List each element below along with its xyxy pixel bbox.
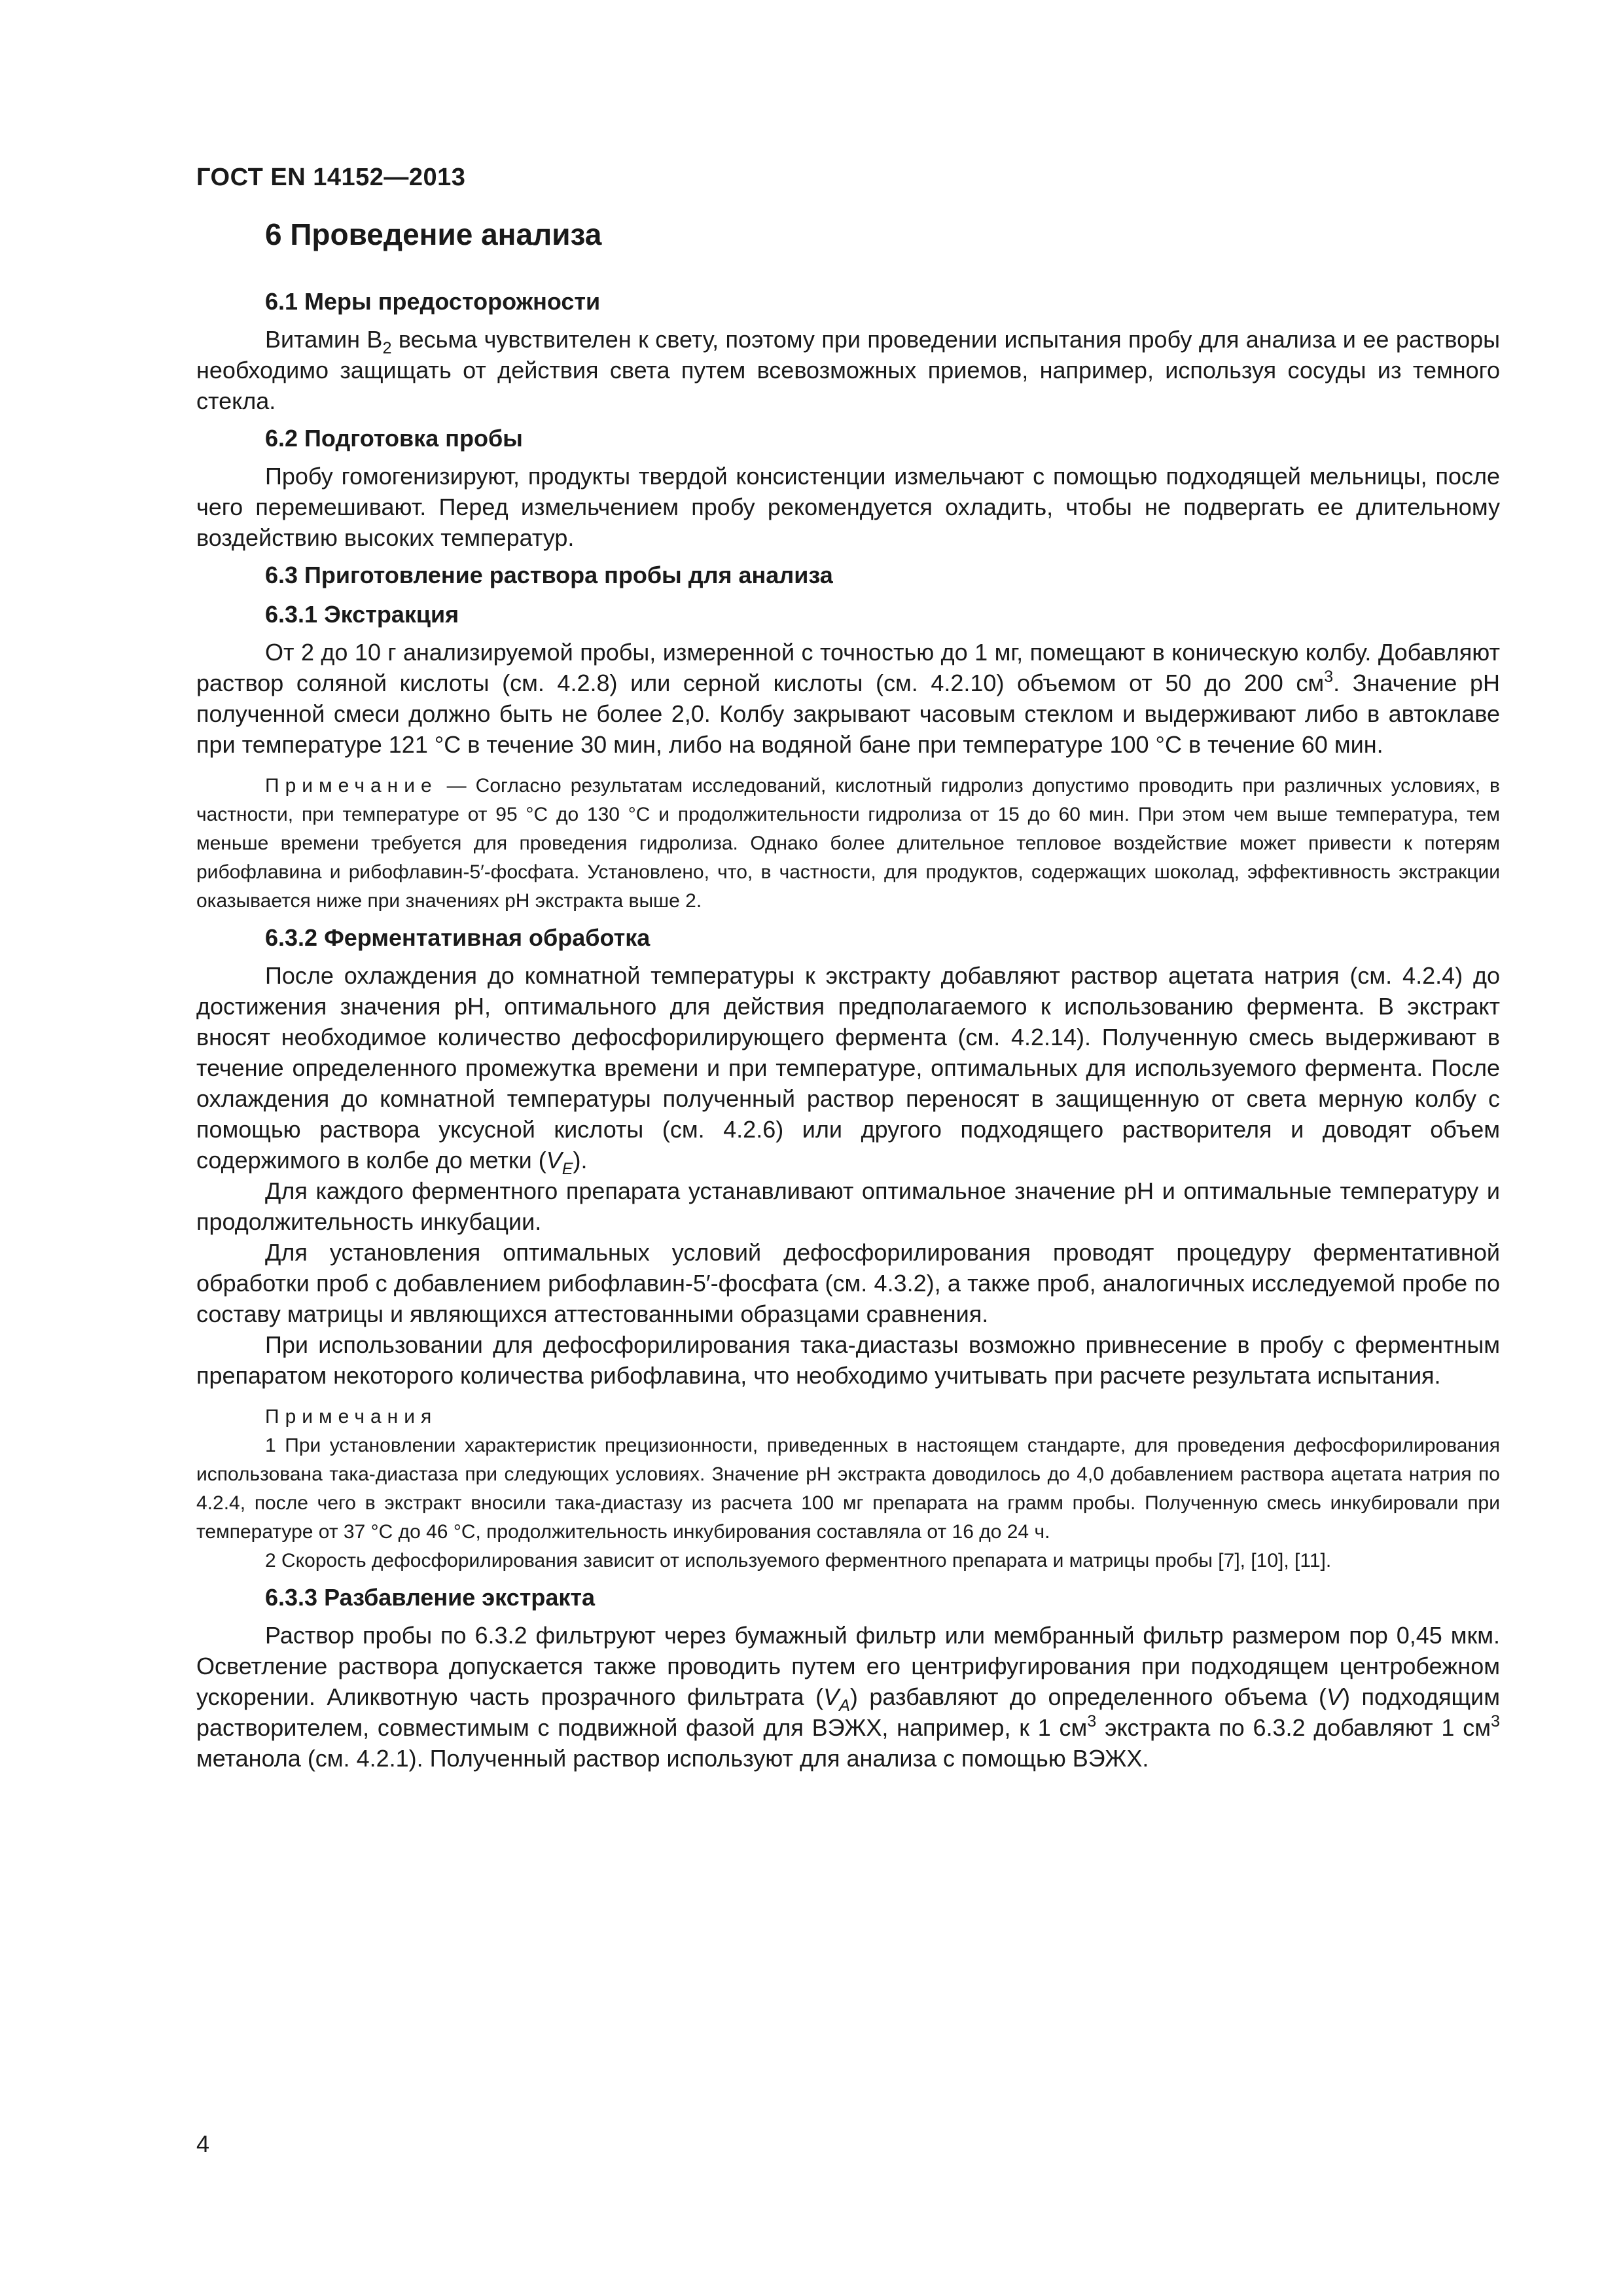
notes-label: Примечания (265, 1406, 438, 1427)
section-6-1-title: 6.1 Меры предосторожности (265, 288, 601, 315)
paragraph-6-3-2-3: Для установления оптимальных условий дефосфорилирования проводят процедуру ферментативной обработки проб с добавлением рибофлавин-5′-фосфата (см. 4.3.2), а также проб, аналогичных исследуемой пробе по составу матрицы и являющихся аттестованными образцами сравнения. (196, 1239, 1500, 1327)
section-6-title: 6 Проведение анализа (265, 217, 602, 251)
note-item-2: 2 Скорость дефосфорилирования зависит от используемого ферментного препарата и матрицы пробы [7], [10], [11]. (265, 1550, 1332, 1571)
paragraph-6-2: Пробу гомогенизируют, продукты твердой консистенции измельчают с помощью подходящей мельницы, после чего перемешивают. Перед измельчением пробу рекомендуется охладить, чтобы не подвергать ее длительному воздействию высоких температур. (196, 463, 1500, 551)
section-6-3-3-title: 6.3.3 Разбавление экстракта (265, 1584, 596, 1611)
note-item-1: 1 При установлении характеристик прецизионности, приведенных в настоящем стандарте, для проведения дефосфорилирования использована така-диастаза при следующих условиях. Значение pH экстракта доводилось до 4,0 добавлением раствора ацетата натрия по 4.2.4, после чего в экстракт вносили така-диастазу из расчета 100 мг препарата на грамм пробы. Полученную смесь инкубировали при температуре от 37 °C до 46 °C, продолжительность инкубирования составляла от 16 до 24 ч. (196, 1435, 1500, 1543)
page-number: 4 (196, 2130, 210, 2157)
paragraph-6-3-2-4: При использовании для дефосфорилирования така-диастазы возможно привнесение в пробу с ферментным препаратом некоторого количества рибофлавина, что необходимо учитывать при расчете результата испытания. (196, 1331, 1500, 1389)
paragraph-6-3-1: От 2 до 10 г анализируемой пробы, измеренной с точностью до 1 мг, помещают в коническую колбу. Добавляют раствор соляной кислоты (см. 4.2.8) или серной кислоты (см. 4.2.10) объемом от 50 до 200 $см^3$. Значение pH полученной смеси должно быть не более 2,0. Колбу закрывают часовым стеклом и выдерживают либо в автоклаве при температуре 121 °C в течение 30 мин, либо на водяной бане при температуре 100 °C в течение 60 мин. (196, 639, 1501, 758)
note-6-3-1: Примечание — Согласно результатам исследований, кислотный гидролиз допустимо проводить при различных условиях, в частности, при температуре от 95 °C до 130 °C и продолжительности гидролиза от 15 до 60 мин. При этом чем выше температура, тем меньше времени требуется для проведения гидролиза. Однако более длительное тепловое воздействие может привести к потерям рибофлавина и рибофлавин-5′-фосфата. Установлено, что, в частности, для продуктов, содержащих шоколад, эффективность экстракции оказывается ниже при значениях pH экстракта выше 2. (196, 775, 1500, 912)
section-6-3-2-title: 6.3.2 Ферментативная обработка (265, 924, 651, 951)
section-6-3-title: 6.3 Приготовление раствора пробы для анализа (265, 562, 833, 588)
paragraph-6-1: Витамин $B_2$ весьма чувствителен к свету, поэтому при проведении испытания пробу для анализа и ее растворы необходимо защищать от действия света путем всевозможных приемов, например, используя сосуды из темного стекла. (196, 326, 1501, 414)
section-6-3-1-title: 6.3.1 Экстракция (265, 601, 459, 628)
document-page (196, 164, 1500, 1774)
paragraph-6-3-2-2: Для каждого ферментного препарата устанавливают оптимальное значение pH и оптимальные температуру и продолжительность инкубации. (196, 1177, 1500, 1235)
document-header: ГОСТ EN 14152—2013 (196, 164, 466, 191)
section-6-2-title: 6.2 Подготовка пробы (265, 425, 523, 452)
paragraph-6-3-2-1: После охлаждения до комнатной температуры к экстракту добавляют раствор ацетата натрия (см. 4.2.4) до достижения значения pH, оптимального для действия предполагаемого к использованию фермента. В экстракт вносят необходимое количество дефосфорилирующего фермента (см. 4.2.14). Полученную смесь выдерживают в течение определенного промежутка времени и при температуре, оптимальных для используемого фермента. После охлаждения до комнатной температуры полученный раствор переносят в защищенную от света мерную колбу с помощью раствора уксусной кислоты (см. 4.2.6) или другого подходящего растворителя и доводят объем содержимого в колбе до метки $(V_E)$. (196, 962, 1500, 1178)
paragraph-6-3-3: Раствор пробы по 6.3.2 фильтруют через бумажный фильтр или мембранный фильтр размером пор 0,45 мкм. Осветление раствора допускается также проводить путем его центрифугирования при подходящем центробежном ускорении. Аликвотную часть прозрачного фильтрата $(V_A)$ разбавляют до определенного объема (V) подходящим растворителем, совместимым с подвижной фазой для ВЭЖХ, например, к 1 $см^3$ экстракта по 6.3.2 добавляют 1 $см^3$ метанола (см. 4.2.1). Полученный раствор используют для анализа с помощью ВЭЖХ. (196, 1622, 1500, 1772)
